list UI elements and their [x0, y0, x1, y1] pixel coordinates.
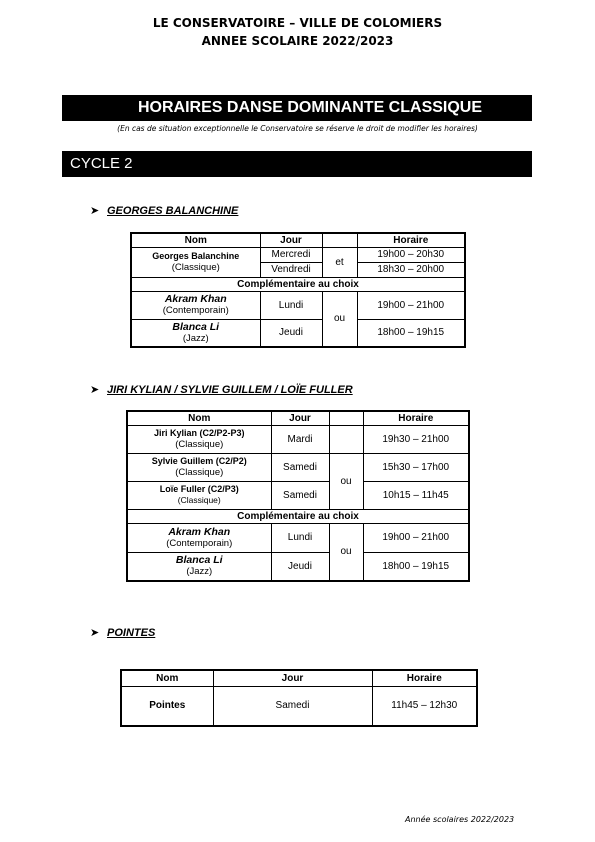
- course-cell: [127, 481, 271, 509]
- table-header-row: [121, 670, 477, 686]
- course-name: Georges Balanchine: [152, 251, 240, 261]
- table-row: [127, 523, 469, 552]
- time-cell: 15h30 – 17h00: [363, 453, 469, 481]
- connector-cell: ou: [329, 453, 363, 509]
- course-cell: [131, 247, 260, 277]
- course-style: (Classique): [171, 262, 220, 273]
- course-name: Sylvie Guillem (C2/P2): [151, 456, 247, 466]
- course-cell: [127, 552, 271, 581]
- section-title-balanchine: ➤ GEORGES BALANCHINE: [90, 205, 239, 217]
- complementary-row: [127, 509, 469, 523]
- time-cell: 10h15 – 11h45: [363, 481, 469, 509]
- header-horaire: Horaire: [372, 670, 477, 686]
- complementary-heading: Complémentaire au choix: [127, 509, 469, 523]
- header-horaire: Horaire: [363, 411, 469, 425]
- time-cell: 11h45 – 12h30: [372, 686, 477, 726]
- course-style: (Jazz): [186, 566, 213, 578]
- table-row: [131, 319, 465, 347]
- header-nom: Nom: [121, 670, 213, 686]
- course-cell: [127, 523, 271, 552]
- course-cell: [131, 291, 260, 319]
- table-header-row: [127, 411, 469, 425]
- header-jour: Jour: [271, 411, 329, 425]
- cycle-title: CYCLE 2: [62, 151, 532, 177]
- table-row: [131, 247, 465, 262]
- course-style: (Classique): [175, 439, 224, 450]
- course-name: Blanca Li: [172, 320, 220, 333]
- time-cell: 19h00 – 20h30: [357, 247, 465, 262]
- header-empty: [329, 411, 363, 425]
- day-cell: Lundi: [271, 523, 329, 552]
- header-nom: Nom: [127, 411, 271, 425]
- course-name: Blanca Li: [175, 554, 223, 567]
- day-cell: Lundi: [260, 291, 322, 319]
- course-cell: [127, 425, 271, 453]
- header-jour: Jour: [260, 233, 322, 247]
- time-cell: 18h00 – 19h15: [363, 552, 469, 581]
- day-cell: Samedi: [213, 686, 372, 726]
- day-cell: Mercredi: [260, 247, 322, 262]
- table-row: [127, 552, 469, 581]
- course-name: Loïe Fuller (C2/P3): [159, 484, 239, 494]
- header-empty: [322, 233, 357, 247]
- course-style: (Contemporain): [162, 305, 229, 316]
- time-cell: 19h00 – 21h00: [357, 291, 465, 319]
- connector-cell: [329, 425, 363, 453]
- header-jour: Jour: [213, 670, 372, 686]
- table-row: [127, 453, 469, 481]
- course-cell: [131, 319, 260, 347]
- time-cell: 18h00 – 19h15: [357, 319, 465, 347]
- header-horaire: Horaire: [357, 233, 465, 247]
- school-name: LE CONSERVATOIRE – VILLE DE COLOMIERS: [152, 16, 443, 30]
- schedule-table-balanchine: [130, 232, 466, 348]
- table-row: [121, 686, 477, 726]
- connector-cell: ou: [329, 523, 363, 581]
- day-cell: Jeudi: [271, 552, 329, 581]
- schedule-table-kylian: [126, 410, 470, 582]
- course-name: Akram Khan: [164, 293, 227, 305]
- course-name: Akram Khan: [168, 525, 231, 538]
- table-row: [131, 291, 465, 319]
- course-name: Pointes: [121, 686, 213, 726]
- header-nom: Nom: [131, 233, 260, 247]
- course-style: (Jazz): [182, 332, 209, 344]
- page-title: HORAIRES DANSE DOMINANTE CLASSIQUE: [62, 95, 532, 121]
- day-cell: Samedi: [271, 481, 329, 509]
- table-row: [127, 481, 469, 509]
- disclaimer-note: (En cas de situation exceptionnelle le Conservatoire se réserve le droit de modifier les horaires): [117, 124, 478, 133]
- arrowhead-bullet-icon: ➤: [90, 384, 100, 396]
- footer-year: Année scolaires 2022/2023: [405, 815, 515, 824]
- complementary-heading: Complémentaire au choix: [131, 277, 465, 291]
- section-title-pointes: ➤ POINTES: [90, 627, 156, 639]
- day-cell: Samedi: [271, 453, 329, 481]
- connector-cell: ou: [322, 291, 357, 347]
- course-style: (Classique): [175, 467, 224, 478]
- time-cell: 19h00 – 21h00: [363, 523, 469, 552]
- course-style: (Contemporain): [166, 537, 233, 549]
- table-row: [127, 425, 469, 453]
- arrowhead-bullet-icon: ➤: [90, 627, 100, 639]
- schedule-table-pointes: [120, 669, 478, 727]
- course-style: (Classique): [177, 495, 221, 505]
- arrowhead-bullet-icon: ➤: [90, 205, 100, 217]
- complementary-row: [131, 277, 465, 291]
- day-cell: Vendredi: [260, 262, 322, 277]
- course-name: Jiri Kylian (C2/P2-P3): [153, 428, 245, 438]
- school-year: ANNEE SCOLAIRE 2022/2023: [201, 34, 394, 48]
- day-cell: Jeudi: [260, 319, 322, 347]
- table-header-row: [131, 233, 465, 247]
- day-cell: Mardi: [271, 425, 329, 453]
- time-cell: 18h30 – 20h00: [357, 262, 465, 277]
- connector-cell: et: [322, 247, 357, 277]
- section-title-kylian: ➤ JIRI KYLIAN / SYLVIE GUILLEM / LOÏE FULLER: [90, 384, 353, 396]
- course-cell: [127, 453, 271, 481]
- time-cell: 19h30 – 21h00: [363, 425, 469, 453]
